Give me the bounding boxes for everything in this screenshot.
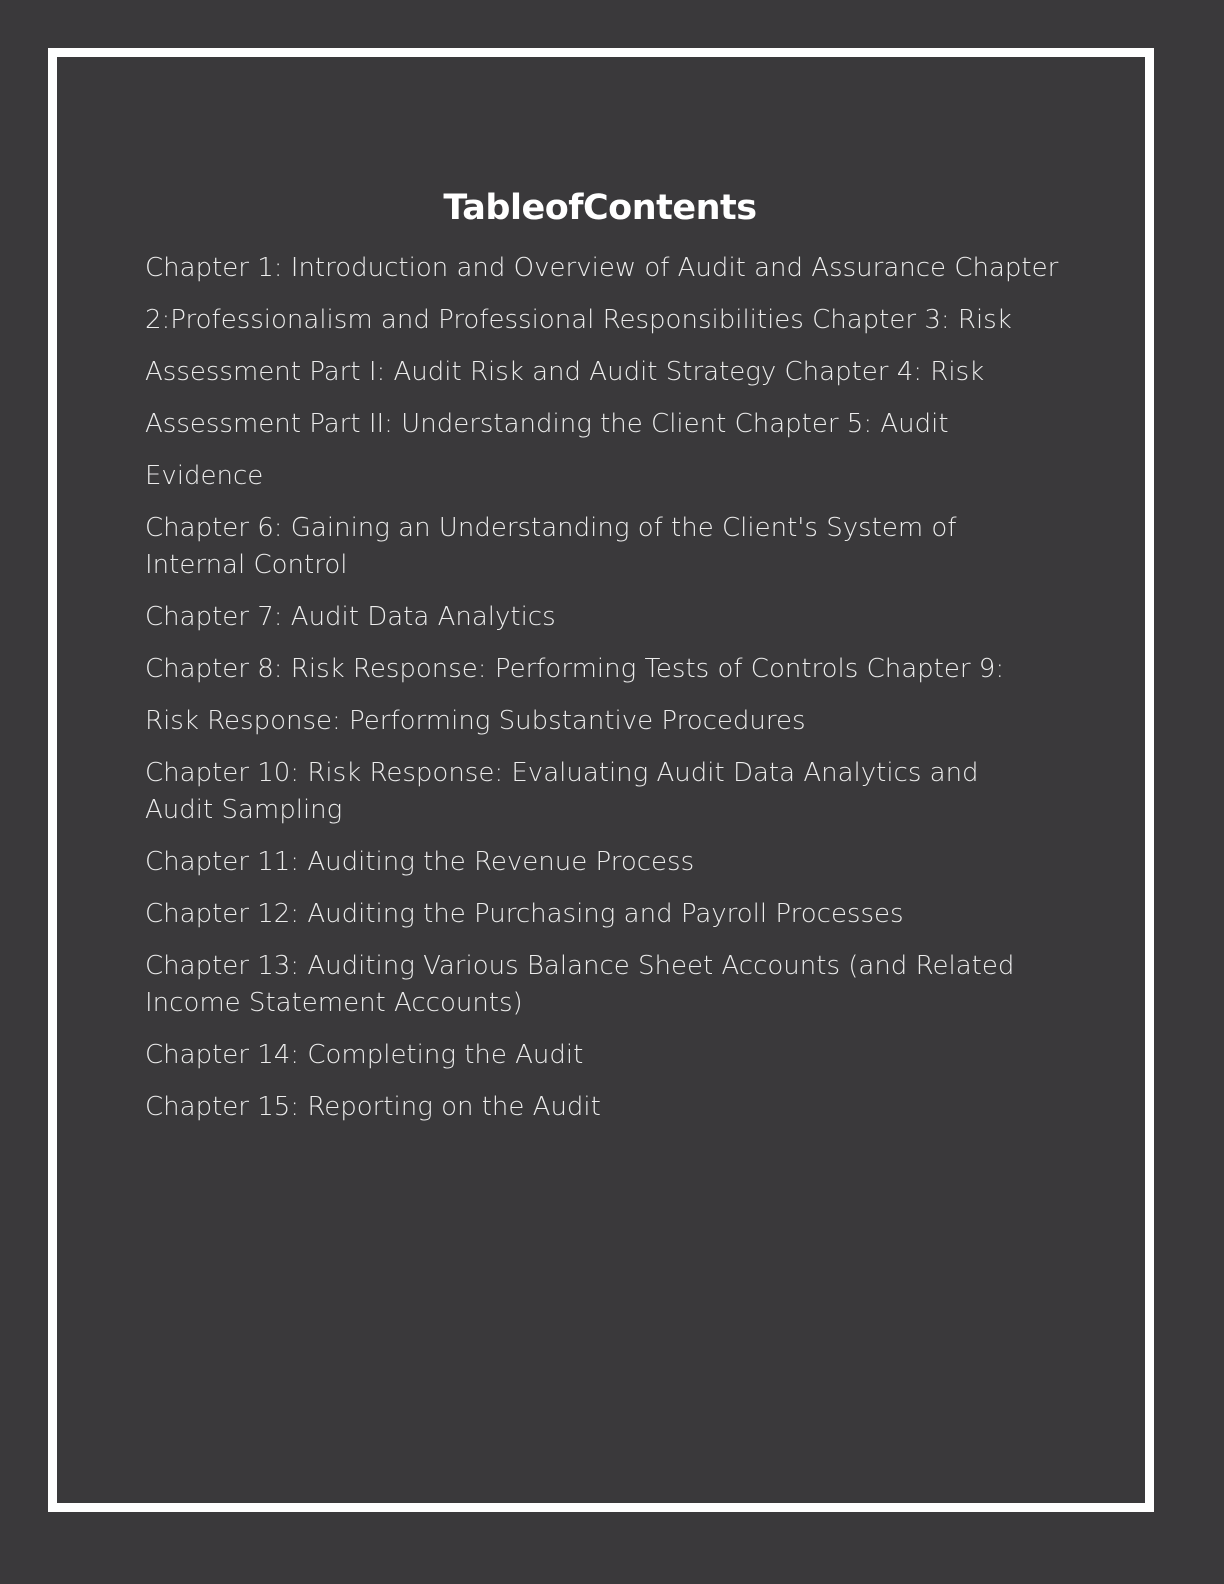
table-of-contents	[145, 250, 1059, 1141]
toc-line: Evidence	[145, 461, 264, 491]
toc-entry: Chapter 12: Auditing the Purchasing and Payroll Processes	[145, 899, 904, 929]
toc-entry: Chapter 10: Risk Response: Evaluating Audit Data Analytics and Audit Sampling	[145, 758, 979, 825]
toc-line: Risk Response: Performing Substantive Procedures	[145, 706, 806, 736]
toc-entry: Chapter 13: Auditing Various Balance Sheet Accounts (and Related Income Statement Accounts)	[145, 951, 1015, 1018]
toc-line: 2:Professionalism and Professional Responsibilities Chapter 3: Risk	[145, 305, 1012, 335]
toc-line: Chapter 8: Risk Response: Performing Tests of Controls Chapter 9:	[145, 654, 1005, 684]
toc-entry: Chapter 15: Reporting on the Audit	[145, 1092, 601, 1122]
toc-line: Assessment Part I: Audit Risk and Audit Strategy Chapter 4: Risk	[145, 357, 985, 387]
toc-entry: Chapter 6: Gaining an Understanding of the Client's System of Internal Control	[145, 513, 957, 580]
toc-line: Assessment Part II: Understanding the Client Chapter 5: Audit	[145, 409, 949, 439]
toc-entry: Chapter 11: Auditing the Revenue Process	[145, 847, 695, 877]
toc-line: Chapter 1: Introduction and Overview of Audit and Assurance Chapter	[145, 253, 1059, 283]
page-title: TableofContents	[443, 188, 757, 228]
toc-entry: Chapter 14: Completing the Audit	[145, 1040, 584, 1070]
toc-entry: Chapter 7: Audit Data Analytics	[145, 602, 556, 632]
